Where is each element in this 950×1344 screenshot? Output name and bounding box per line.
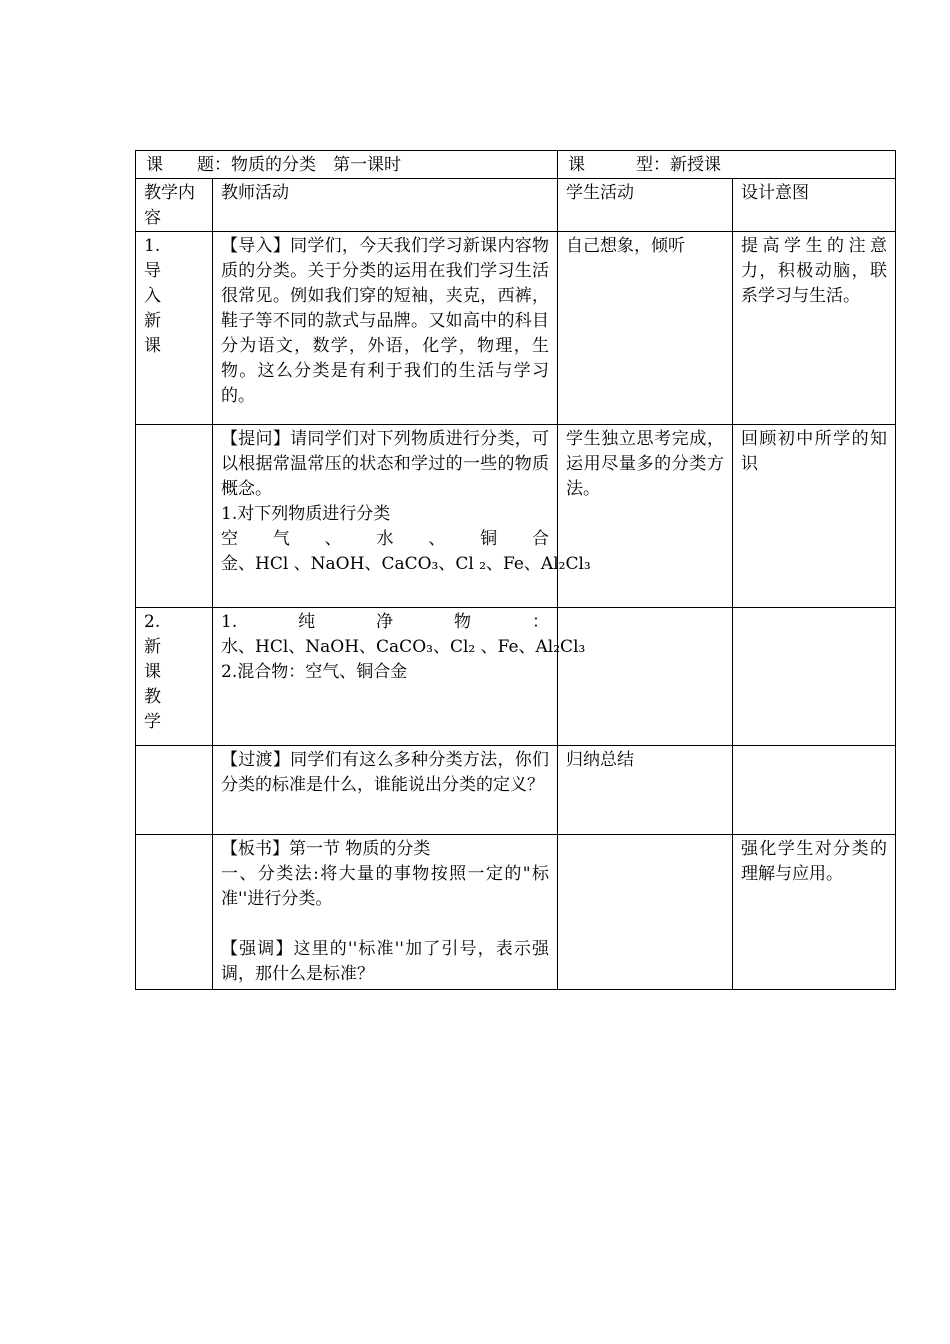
section-cell — [136, 425, 213, 608]
design-intent-text: 回顾初中所学的知识 — [741, 429, 887, 474]
student-activity-cell — [558, 232, 733, 425]
teacher-transition-text: 【过渡】同学们有这么多种分类方法，你们分类的标准是什么，谁能说出分类的定义？ — [221, 750, 549, 795]
table-row — [136, 425, 896, 608]
design-intent-cell — [733, 835, 896, 990]
table-row — [136, 746, 896, 835]
section-cell — [136, 746, 213, 835]
table-row — [136, 608, 896, 746]
teacher-activity-cell — [213, 746, 558, 835]
mixture-line: 2.混合物：空气、铜合金 — [221, 662, 408, 682]
column-header-intent: 设计意图 — [733, 179, 896, 232]
column-header-row — [136, 179, 896, 232]
design-intent-cell — [733, 746, 896, 835]
design-intent-cell — [733, 608, 896, 746]
design-intent-cell — [733, 425, 896, 608]
type-text: 课 型：新授课 — [568, 155, 721, 175]
design-intent-text: 强化学生对分类的理解与应用。 — [741, 839, 887, 884]
teacher-activity-cell — [213, 232, 558, 425]
section-cell — [136, 232, 213, 425]
table-row — [136, 835, 896, 990]
teacher-activity-text: 【导入】同学们，今天我们学习新课内容物质的分类。关于分类的运用在我们学习生活很常见。例如我们穿的短袖，夹克，西裤，鞋子等不同的款式与品牌。又如高中的科目分为语文，数学，外语，化学，物理，生物。这么分类是有利于我们的生活与学习的。 — [221, 236, 549, 406]
lesson-plan-table — [135, 150, 896, 990]
header-row — [136, 151, 896, 179]
table-row — [136, 232, 896, 425]
student-activity-cell — [558, 746, 733, 835]
emphasis-text: 【强调】这里的''标准''加了引号，表示强调，那什么是标准？ — [221, 939, 549, 984]
section-cell — [136, 608, 213, 746]
substance-list-line: 空 气 、 水 、 铜 合 — [221, 529, 549, 549]
section-label: 1.导入新课 — [144, 236, 161, 356]
column-header-content: 教学内容 — [136, 179, 213, 232]
pure-substance-list: 水、HCl、NaOH、CaCO₃、Cl₂ 、Fe、Al₂Cl₃ — [221, 637, 586, 657]
topic-cell — [136, 151, 558, 179]
student-activity-text: 归纳总结 — [566, 750, 634, 770]
design-intent-cell — [733, 232, 896, 425]
topic-text: 课 题：物质的分类 第一课时 — [146, 155, 401, 175]
section-cell — [136, 835, 213, 990]
student-activity-text: 自己想象，倾听 — [566, 236, 685, 256]
substance-list-rest: 金、HCl 、NaOH、CaCO₃、Cl ₂、Fe、Al₂Cl₃ — [221, 554, 591, 574]
teacher-activity-cell — [213, 425, 591, 608]
teacher-task-text: 1.对下列物质进行分类 — [221, 504, 391, 524]
pure-substance-line: 1. 纯 净 物 ： — [221, 612, 549, 632]
section-label: 2.新课教学 — [144, 612, 161, 732]
teacher-activity-cell — [213, 835, 558, 990]
type-cell — [558, 151, 896, 179]
student-activity-cell — [558, 425, 733, 608]
teacher-activity-cell — [213, 608, 586, 746]
design-intent-text: 提高学生的注意力，积极动脑，联系学习与生活。 — [741, 236, 887, 306]
column-header-student: 学生活动 — [558, 179, 733, 232]
student-activity-cell — [558, 608, 733, 746]
board-writing-definition: 一、分类法:将大量的事物按照一定的"标准''进行分类。 — [221, 864, 549, 909]
teacher-question-text: 【提问】请同学们对下列物质进行分类，可以根据常温常压的状态和学过的一些的物质概念。 — [221, 429, 549, 499]
board-writing-title: 【板书】第一节 物质的分类 — [221, 839, 431, 859]
column-header-teacher: 教师活动 — [213, 179, 558, 232]
student-activity-cell — [558, 835, 733, 990]
student-activity-text: 学生独立思考完成，运用尽量多的分类方法。 — [566, 429, 724, 499]
